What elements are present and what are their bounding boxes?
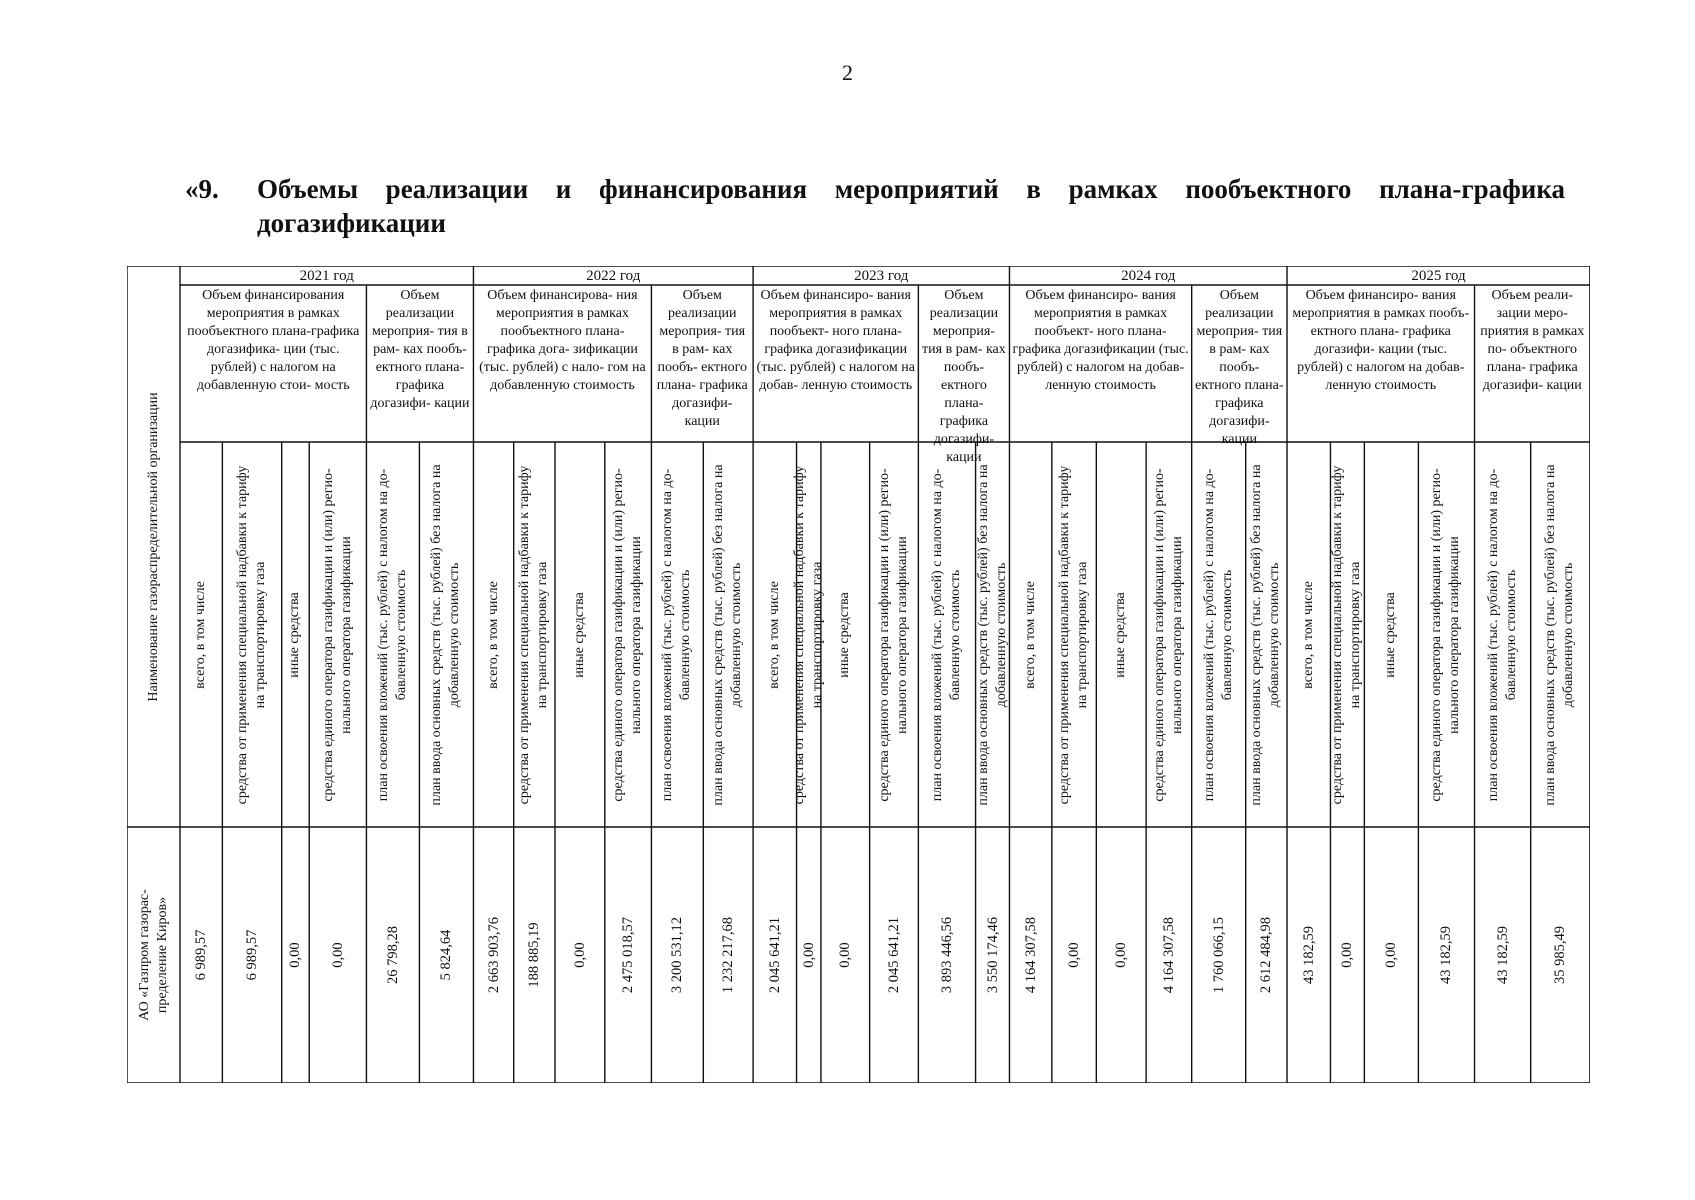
value-cell [1052, 827, 1096, 1083]
value-line: 1 232 217,68 [720, 916, 737, 994]
value-cell [651, 827, 703, 1083]
value-line: 0,00 [287, 942, 304, 968]
sub-header-line: план освоения вложений (тыс. рублей) с налогом на до- [929, 468, 945, 801]
sub-header-line: план ввода основных средств (тыс. рублей) без налога на [975, 463, 991, 806]
value-line: 0,00 [800, 942, 817, 968]
sub-header [485, 445, 503, 824]
sub-header-line: всего, в том числе [1022, 580, 1038, 689]
sub-header [1329, 445, 1365, 824]
sub-header-line: средства единого оператора газификации и (или) регио- [320, 467, 336, 802]
sub-header [876, 445, 912, 824]
sub-header [1112, 445, 1130, 824]
sub-header [1022, 445, 1040, 824]
sub-header-cell [282, 442, 310, 827]
value [1551, 830, 1569, 1080]
org-name-line: АО «Газпром газорас- [136, 889, 152, 1021]
value-line: 35 985,49 [1552, 926, 1569, 984]
value-line: 1 760 066,15 [1210, 916, 1227, 994]
sub-header-line: всего, в том числе [1300, 580, 1316, 689]
value [1065, 830, 1083, 1080]
financing-group-text: Объем финансиро- вания мероприятия в рамках пообъект- ного плана-графика догазификации (тыс. рублей) с налогом на добав- ленную стоимость [756, 288, 915, 393]
value-cell [797, 827, 821, 1083]
sub-header [1056, 445, 1092, 824]
sub-header-line: план ввода основных средств (тыс. рублей) без налога на [1543, 463, 1559, 806]
org-header-line: Наименование газораспределительной организации [145, 391, 161, 702]
sub-header-cell [1096, 442, 1146, 827]
sub-header-cell [918, 442, 975, 827]
financing-group-text: Объем финансиро- вания мероприятия в рамках пообъект- ного плана-графика догазификации (тыс. рублей) с налогом на добав- ленную стоимость [1012, 288, 1189, 393]
realization-group-header [1192, 285, 1287, 447]
sub-header-line: на транспортировку газа [1075, 561, 1091, 708]
value [1210, 830, 1228, 1080]
value-line: 0,00 [1113, 942, 1130, 968]
value [1338, 830, 1356, 1080]
value-cell [605, 827, 652, 1083]
value [485, 830, 503, 1080]
sub-header-line: бавленную стоимость [947, 569, 963, 700]
year-header: 2023 год [854, 267, 909, 284]
sub-header-cell [976, 442, 1010, 827]
sub-header-line: бавленную стоимость [393, 569, 409, 700]
sub-header [1428, 445, 1464, 824]
sub-header-line: всего, в том числе [485, 580, 501, 689]
year-header: 2021 год [299, 267, 354, 284]
value-line: 43 182,59 [1300, 926, 1317, 984]
section-number: «9. [185, 174, 219, 204]
value-line: 0,00 [837, 942, 854, 968]
year-header: 2025 год [1411, 267, 1466, 284]
sub-header-line: план ввода основных средств (тыс. рублей) без налога на [1249, 463, 1265, 806]
sub-header-cell [870, 442, 919, 827]
financing-group-header [1287, 285, 1475, 442]
sub-header-line: средства единого оператора газификации и (или) регио- [1429, 467, 1445, 802]
value-line: 0,00 [571, 942, 588, 968]
sub-header-line: средства единого оператора газификации и (или) регио- [876, 467, 892, 802]
value [719, 830, 737, 1080]
sub-header-cell [555, 442, 605, 827]
value [192, 830, 210, 1080]
sub-header-line: добавленную стоимость [993, 562, 1009, 707]
sub-header [192, 445, 210, 824]
sub-header-cell [791, 442, 825, 827]
sub-header-line: всего, в том числе [766, 580, 782, 689]
realization-group-text: Объем реализации мероприя- тия в рам- ках пообъ- ектного плана- графика догазифи- кации [1195, 288, 1284, 447]
financing-group-text: Объем финансирования мероприятия в рамках пообъектного плана-графика догазифика- ции (тыс. рублей) с налогом на добавленную стои- мость [187, 288, 360, 393]
value-cell [1418, 827, 1474, 1083]
sub-header-cell [1192, 442, 1246, 827]
sub-header [375, 445, 411, 824]
sub-header-cell [821, 442, 870, 827]
sub-header [1151, 445, 1187, 824]
sub-header-line: план освоения вложений (тыс. рублей) с налогом на до- [660, 468, 676, 801]
value-cell [1330, 827, 1364, 1083]
value [437, 830, 455, 1080]
value-line: 3 893 446,56 [938, 916, 955, 994]
value-cell [918, 827, 975, 1083]
value-cell [1531, 827, 1590, 1083]
realization-group-text: Объем реализации мероприя- тия в рам- ках пообъ- ектного плана- графика догазифи- кации [922, 288, 1006, 465]
sub-header-line: иные средства [1383, 591, 1399, 678]
value-cell [309, 827, 366, 1083]
value-cell [1475, 827, 1531, 1083]
sub-header-line: средства от применения специальной надбавки к тарифу [1057, 465, 1073, 804]
value-cell [821, 827, 870, 1083]
org-name-cell [127, 827, 180, 1083]
sub-header [1201, 445, 1237, 824]
sub-header [516, 445, 552, 824]
value-cell [555, 827, 605, 1083]
section-title-line-2: догазификации [257, 208, 446, 238]
sub-header-cell [703, 442, 753, 827]
sub-header [710, 445, 746, 824]
sub-header-line: добавленную стоимость [447, 562, 463, 707]
sub-header-line: всего, в том числе [193, 580, 209, 689]
value-line: 0,00 [1383, 942, 1400, 968]
financing-group-header [753, 285, 918, 442]
value-line: 0,00 [329, 942, 346, 968]
sub-header [286, 445, 304, 824]
sub-header-cell [1246, 442, 1287, 827]
value [668, 830, 686, 1080]
realization-group-text: Объем реализации мероприя- тия в рам- ках пообъ- ектного плана- графика догазифи- кации [656, 288, 748, 429]
value-line: 3 550 174,46 [984, 916, 1001, 994]
sub-header-line: средства от применения специальной надбавки к тарифу [517, 465, 533, 804]
value [1112, 830, 1130, 1080]
org-name-line: пределение Киров» [154, 896, 170, 1014]
value [984, 830, 1002, 1080]
realization-group-header [651, 285, 753, 442]
value-cell [1192, 827, 1246, 1083]
value-line: 43 182,59 [1438, 926, 1455, 984]
value [619, 830, 637, 1080]
sub-header [975, 445, 1011, 824]
sub-header-line: на транспортировку газа [1348, 561, 1364, 708]
value [525, 830, 543, 1080]
financing-group-header [1009, 285, 1191, 442]
value-cell [870, 827, 919, 1083]
value-cell [514, 827, 555, 1083]
value-line: 43 182,59 [1494, 926, 1511, 984]
sub-header-cell [514, 442, 555, 827]
value-line: 2 045 641,21 [885, 916, 902, 994]
sub-header [1248, 445, 1284, 824]
value [885, 830, 903, 1080]
value-cell [473, 827, 513, 1083]
value [286, 830, 304, 1080]
org-header-cell [127, 266, 180, 827]
sub-header [1300, 445, 1318, 824]
value-cell [753, 827, 796, 1083]
sub-header-cell [1009, 442, 1051, 827]
value-line: 4 164 307,58 [1022, 916, 1039, 994]
value [766, 830, 784, 1080]
sub-header-cell [1330, 442, 1364, 827]
sub-header [1542, 445, 1578, 824]
realization-group-header [366, 285, 473, 442]
value-cell [976, 827, 1010, 1083]
sub-header-line: добавленную стоимость [729, 562, 745, 707]
value-line: 3 200 531,12 [669, 916, 686, 994]
sub-header-line: бавленную стоимость [1219, 569, 1235, 700]
realization-group-header [918, 285, 1009, 465]
realization-group-text: Объем реали- зации меро- приятия в рамках по- объектного плана- графика догазифи- кации [1480, 288, 1585, 393]
value [1382, 830, 1400, 1080]
value-cell [419, 827, 473, 1083]
sub-header [1382, 445, 1400, 824]
sub-header [766, 445, 784, 824]
sub-header-line: бавленную стоимость [678, 569, 694, 700]
sub-header-line: иные средства [571, 591, 587, 678]
value [1257, 830, 1275, 1080]
value [571, 830, 589, 1080]
value-cell [222, 827, 281, 1083]
sub-header-line: добавленную стоимость [1561, 562, 1577, 707]
sub-header-line: иные средства [287, 591, 303, 678]
sub-header-cell [366, 442, 419, 827]
org-name [136, 830, 172, 1080]
value [800, 830, 818, 1080]
sub-header-line: план освоения вложений (тыс. рублей) с налогом на до- [375, 468, 391, 801]
sub-header-line: нального оператора газификации [338, 535, 354, 734]
value [384, 830, 402, 1080]
sub-header-line: план освоения вложений (тыс. рублей) с налогом на до- [1201, 468, 1217, 801]
sub-header-line: на транспортировку газа [809, 561, 825, 708]
value-cell [1009, 827, 1051, 1083]
sub-header [610, 445, 646, 824]
page-number: 2 [842, 60, 853, 85]
sub-header-cell [419, 442, 473, 827]
sub-header [428, 445, 464, 824]
financing-group-text: Объем финансирова- ния мероприятия в рамках пообъектного плана-графика дога- зификации (тыс. рублей) с нало- гом на добавленную стоимость [479, 288, 646, 393]
realization-group-header [1475, 285, 1590, 442]
value-cell [1096, 827, 1146, 1083]
value-line: 0,00 [1066, 942, 1083, 968]
sub-header-cell [180, 442, 222, 827]
sub-header-cell [1146, 442, 1192, 827]
org-header [145, 269, 163, 824]
sub-header [1485, 445, 1521, 824]
sub-header-line: нального оператора газификации [894, 535, 910, 734]
value [1022, 830, 1040, 1080]
sub-header [571, 445, 589, 824]
sub-header-cell [1475, 442, 1531, 827]
sub-header-line: средства от применения специальной надбавки к тарифу [235, 465, 251, 804]
year-header: 2024 год [1121, 267, 1176, 284]
sub-header-line: средства единого оператора газификации и (или) регио- [611, 467, 627, 802]
sub-header [929, 445, 965, 824]
year-header: 2022 год [586, 267, 641, 284]
value-line: 6 989,57 [193, 929, 210, 981]
sub-header-cell [1364, 442, 1418, 827]
value [836, 830, 854, 1080]
sub-header-line: план ввода основных средств (тыс. рублей) без налога на [429, 463, 445, 806]
sub-header [836, 445, 854, 824]
value [1494, 830, 1512, 1080]
financing-group-text: Объем финансиро- вания мероприятия в рамках пообъ- ектного плана- графика догазифи- кации (тыс. рублей) с налогом на добав- ленную стоимость [1292, 288, 1470, 393]
value [329, 830, 347, 1080]
sub-header-line: средства от применения специальной надбавки к тарифу [791, 465, 807, 804]
sub-header-line: нального оператора газификации [1169, 535, 1185, 734]
sub-header-line: иные средства [837, 591, 853, 678]
sub-header-cell [651, 442, 703, 827]
sub-header-line: нального оператора газификации [1447, 535, 1463, 734]
sub-header-cell [1418, 442, 1474, 827]
value [1437, 830, 1455, 1080]
value-cell [1246, 827, 1287, 1083]
value [1300, 830, 1318, 1080]
sub-header [320, 445, 356, 824]
sub-header-line: бавленную стоимость [1503, 569, 1519, 700]
financing-group-header [180, 285, 366, 442]
sub-header-cell [605, 442, 652, 827]
sub-header-line: на транспортировку газа [253, 561, 269, 708]
value [1160, 830, 1178, 1080]
value-cell [366, 827, 419, 1083]
value-cell [1287, 827, 1330, 1083]
value-line: 0,00 [1339, 942, 1356, 968]
sub-header-cell [1287, 442, 1330, 827]
sub-header-line: добавленную стоимость [1267, 562, 1283, 707]
financing-group-header [473, 285, 651, 442]
value-line: 2 612 484,98 [1258, 916, 1275, 994]
sub-header-line: план освоения вложений (тыс. рублей) с налогом на до- [1485, 468, 1501, 801]
value-cell [1146, 827, 1192, 1083]
sub-header-cell [222, 442, 281, 827]
sub-header [234, 445, 270, 824]
value [243, 830, 261, 1080]
value-line: 188 885,19 [526, 922, 543, 988]
value [938, 830, 956, 1080]
sub-header-line: план ввода основных средств (тыс. рублей) без налога на [711, 463, 727, 806]
section-title-line-1: Объемы реализации и финансирования мероприятий в рамках пообъектного плана-графика [257, 174, 1565, 204]
sub-header-cell [309, 442, 366, 827]
sub-header-cell [473, 442, 513, 827]
sub-header-cell [1531, 442, 1590, 827]
sub-header-cell [1052, 442, 1096, 827]
value-cell [703, 827, 753, 1083]
sub-header-line: иные средства [1113, 591, 1129, 678]
sub-header-line: на транспортировку газа [535, 561, 551, 708]
sub-header-line: нального оператора газификации [629, 535, 645, 734]
value-cell [282, 827, 310, 1083]
financing-table [127, 266, 1590, 1083]
sub-header-line: средства от применения специальной надбавки к тарифу [1330, 465, 1346, 804]
sub-header [659, 445, 695, 824]
sub-header-line: средства единого оператора газификации и (или) регио- [1151, 467, 1167, 802]
value-line: 2 045 641,21 [766, 916, 783, 994]
value-line: 26 798,28 [384, 926, 401, 984]
value-line: 5 824,64 [438, 929, 455, 981]
value-cell [1364, 827, 1418, 1083]
realization-group-text: Объем реализации мероприя- тия в рам- ках пообъ- ектного плана- графика догазифи- кации [370, 288, 470, 411]
value-line: 6 989,57 [244, 929, 261, 981]
value-line: 4 164 307,58 [1160, 916, 1177, 994]
value-line: 2 475 018,57 [620, 916, 637, 994]
value-cell [180, 827, 222, 1083]
value-line: 2 663 903,76 [485, 916, 502, 994]
